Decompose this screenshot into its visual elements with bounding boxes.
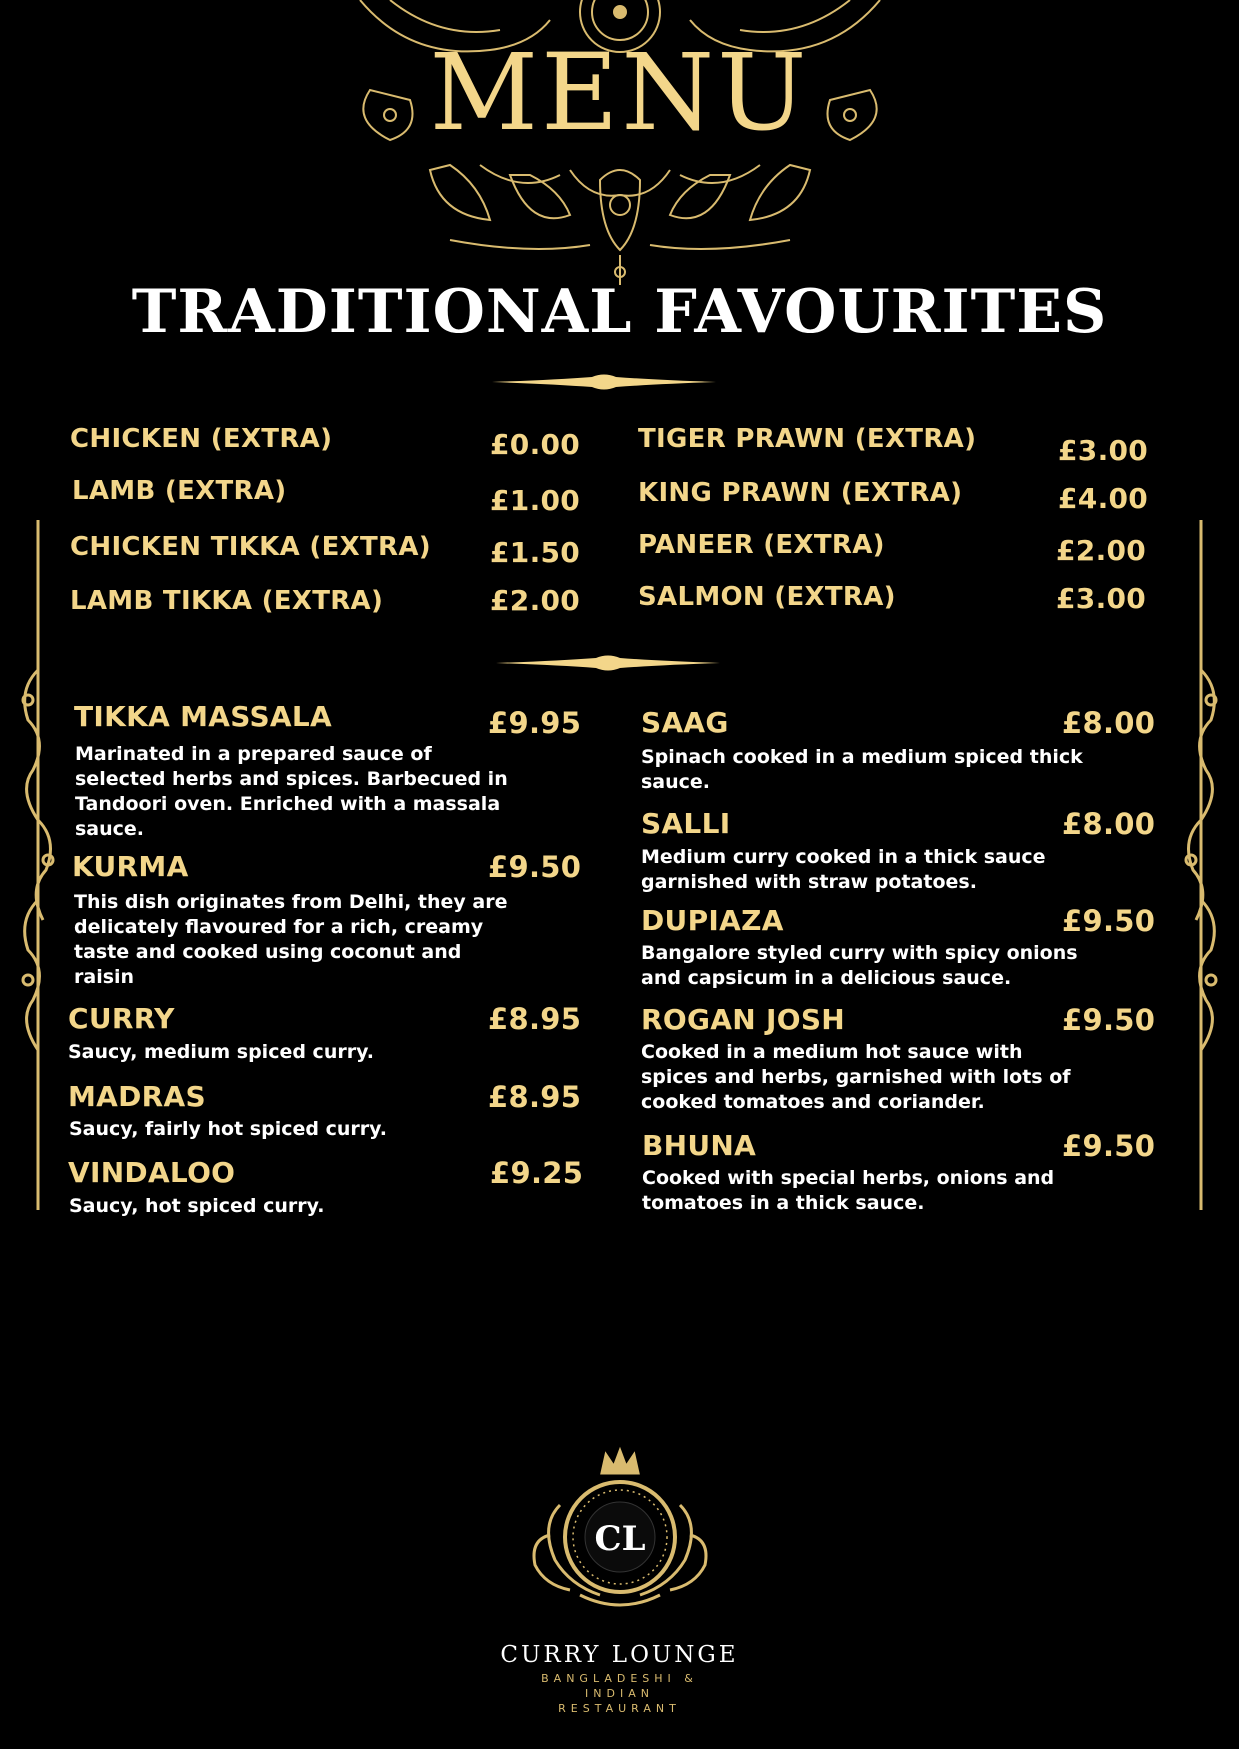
- vine-border-icon: [18, 520, 58, 1210]
- dish-description: Saucy, medium spiced curry.: [68, 1041, 374, 1063]
- crown-crest-logo-icon: [520, 1445, 720, 1615]
- dish-description: Bangalore styled curry with spicy onions and capsicum in a delicious sauce.: [641, 942, 1078, 989]
- dish-name: KURMA: [72, 850, 189, 883]
- extra-item-price: £1.50: [490, 536, 581, 569]
- brand-tagline: INDIAN: [585, 1687, 654, 1700]
- extra-item-name: TIGER PRAWN (EXTRA): [638, 424, 977, 454]
- vine-border-icon: [1181, 520, 1221, 1210]
- dish-name: SALLI: [641, 807, 731, 840]
- dish-name: BHUNA: [642, 1129, 757, 1162]
- dish-price: £9.50: [1062, 904, 1156, 938]
- dish-name: MADRAS: [68, 1080, 206, 1113]
- extra-item-name: PANEER (EXTRA): [638, 530, 885, 560]
- dish-price: £9.50: [1062, 1003, 1156, 1037]
- extra-item-price: £4.00: [1058, 482, 1149, 515]
- section-title: TRADITIONAL FAVOURITES: [131, 277, 1108, 347]
- extra-item-price: £2.00: [490, 584, 581, 617]
- divider-ornament-icon: [492, 372, 716, 392]
- dish-description: Spinach cooked in a medium spiced thick sauce.: [641, 746, 1083, 793]
- extra-item-name: SALMON (EXTRA): [638, 582, 896, 612]
- dish-price: £8.95: [488, 1080, 582, 1114]
- brand-tagline: RESTAURANT: [558, 1702, 681, 1715]
- dish-description: This dish originates from Delhi, they are delicately flavoured for a rich, creamy taste and cooked using coconut and raisin: [74, 891, 508, 988]
- dish-name: ROGAN JOSH: [641, 1003, 846, 1036]
- dish-price: £9.50: [488, 850, 582, 884]
- dish-description: Medium curry cooked in a thick sauce garnished with straw potatoes.: [641, 846, 1046, 893]
- dish-description: Saucy, fairly hot spiced curry.: [69, 1118, 387, 1140]
- extra-item-name: KING PRAWN (EXTRA): [638, 478, 963, 508]
- dish-price: £9.25: [490, 1156, 584, 1190]
- logo-monogram: CL: [594, 1519, 646, 1559]
- extra-item-name: LAMB (EXTRA): [72, 476, 287, 506]
- dish-description: Marinated in a prepared sauce of selected herbs and spices. Barbecued in Tandoori oven. Enriched with a massala sauce.: [75, 743, 508, 840]
- dish-price: £8.00: [1062, 807, 1156, 841]
- dish-price: £9.50: [1062, 1129, 1156, 1163]
- divider-ornament-icon: [496, 653, 720, 673]
- dish-name: DUPIAZA: [641, 904, 784, 937]
- dish-name: CURRY: [68, 1002, 175, 1035]
- dish-price: £8.95: [488, 1002, 582, 1036]
- extra-item-price: £3.00: [1056, 582, 1147, 615]
- extra-item-name: LAMB TIKKA (EXTRA): [70, 586, 384, 616]
- dish-name: TIKKA MASSALA: [74, 700, 333, 733]
- dish-description: Cooked in a medium hot sauce with spices and herbs, garnished with lots of cooked tomatoes and coriander.: [641, 1041, 1071, 1113]
- extra-item-price: £3.00: [1058, 434, 1149, 467]
- brand-name: CURRY LOUNGE: [500, 1642, 739, 1668]
- dish-price: £9.95: [488, 706, 582, 740]
- extra-item-price: £2.00: [1056, 534, 1147, 567]
- dish-description: Saucy, hot spiced curry.: [69, 1195, 325, 1217]
- menu-title: MENU: [429, 31, 810, 154]
- brand-tagline: BANGLADESHI &: [541, 1672, 698, 1685]
- extra-item-price: £1.00: [490, 484, 581, 517]
- dish-description: Cooked with special herbs, onions and tomatoes in a thick sauce.: [642, 1167, 1055, 1214]
- extra-item-name: CHICKEN TIKKA (EXTRA): [70, 532, 431, 562]
- extra-item-name: CHICKEN (EXTRA): [70, 424, 333, 454]
- extra-item-price: £0.00: [490, 428, 581, 461]
- dish-name: VINDALOO: [68, 1156, 236, 1189]
- dish-price: £8.00: [1062, 706, 1156, 740]
- dish-name: SAAG: [641, 706, 729, 739]
